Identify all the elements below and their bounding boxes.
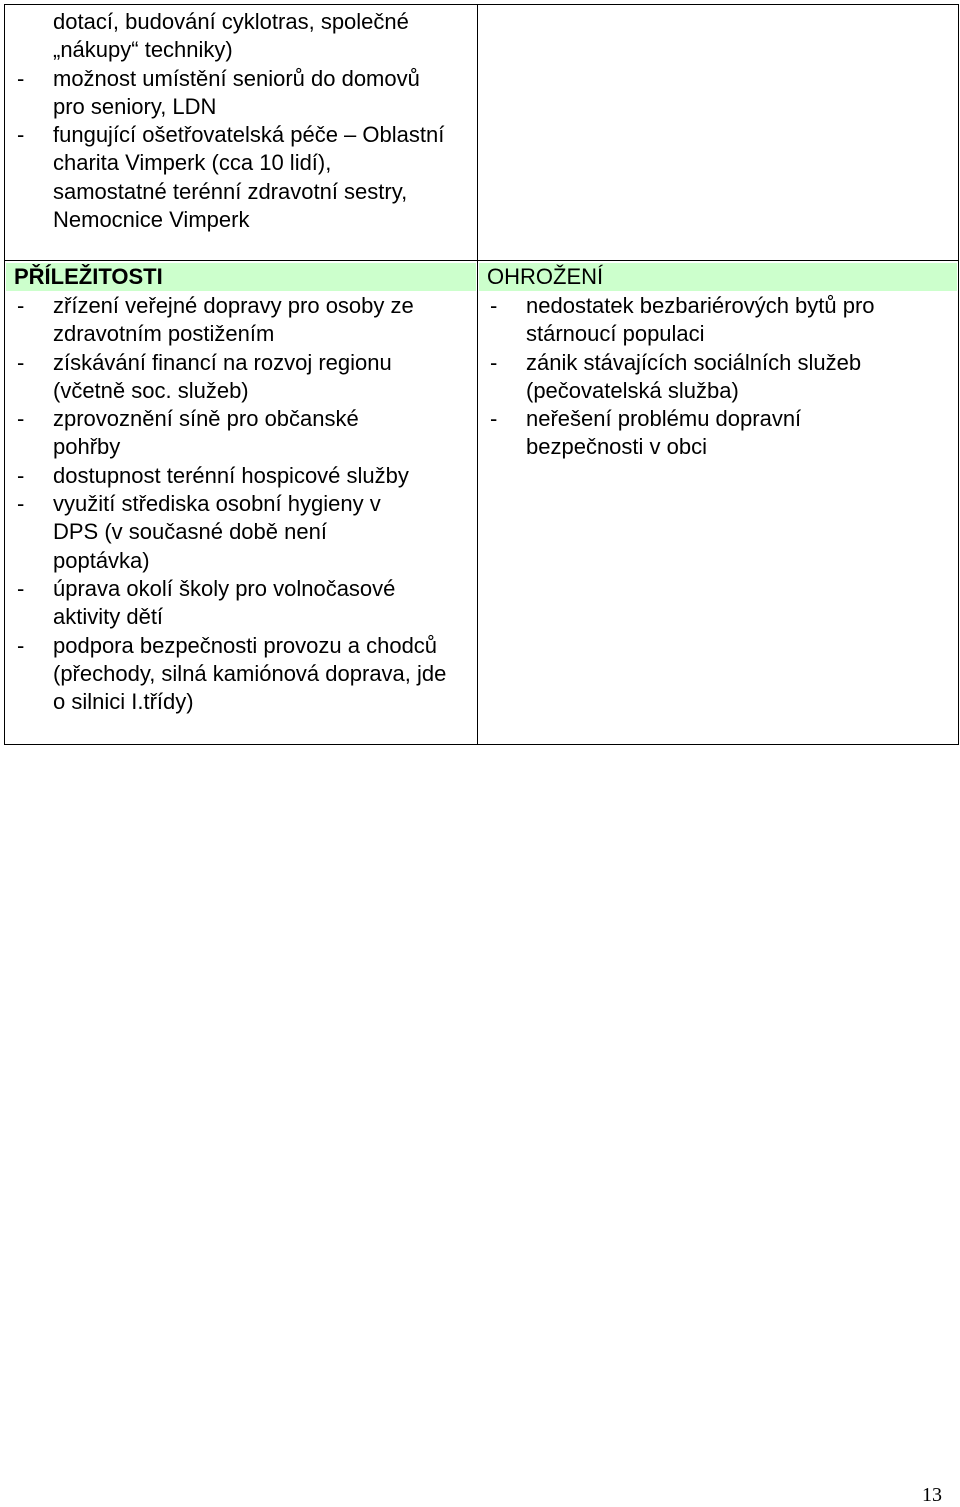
swot-table [4, 4, 959, 745]
list-item: dotací, budování cyklotras, společné „nákupy“ techniky) [53, 9, 409, 63]
weaknesses-cell-continued [478, 5, 959, 261]
list-item: - využití střediska osobní hygieny v DPS (v současné době není poptávka) [13, 490, 469, 575]
opportunities-list [13, 292, 469, 716]
swot-row-top [5, 5, 959, 261]
list-item: - nedostatek bezbariérových bytů pro stárnoucí populaci [486, 292, 950, 349]
opportunities-cell [5, 261, 478, 745]
list-item: - neřešení problému dopravní bezpečnosti v obci [486, 405, 950, 462]
threats-list [486, 292, 950, 462]
list-item: - zprovoznění síně pro občanské pohřby [13, 405, 469, 462]
strengths-list [13, 8, 469, 234]
threats-heading: OHROŽENÍ [479, 263, 957, 291]
list-item: - získávání financí na rozvoj regionu (včetně soc. služeb) [13, 349, 469, 406]
page-number: 13 [922, 1484, 942, 1506]
list-item: - úprava okolí školy pro volnočasové aktivity dětí [13, 575, 469, 632]
threats-cell [478, 261, 959, 745]
list-item: - zřízení veřejné dopravy pro osoby ze zdravotním postižením [13, 292, 469, 349]
swot-row-bottom [5, 261, 959, 745]
list-item: - fungující ošetřovatelská péče – Oblastní charita Vimperk (cca 10 lidí), samostatné terénní zdravotní sestry, Nemocnice Vimperk [13, 121, 469, 234]
opportunities-heading: PŘÍLEŽITOSTI [6, 263, 476, 291]
strengths-cell-continued [5, 5, 478, 261]
list-item: - podpora bezpečnosti provozu a chodců (přechody, silná kamiónová doprava, jde o silnici I.třídy) [13, 632, 469, 717]
list-item: - zánik stávajících sociálních služeb (pečovatelská služba) [486, 349, 950, 406]
list-item: - možnost umístění seniorů do domovů pro seniory, LDN [13, 65, 469, 122]
list-item: - dostupnost terénní hospicové služby [13, 462, 469, 490]
